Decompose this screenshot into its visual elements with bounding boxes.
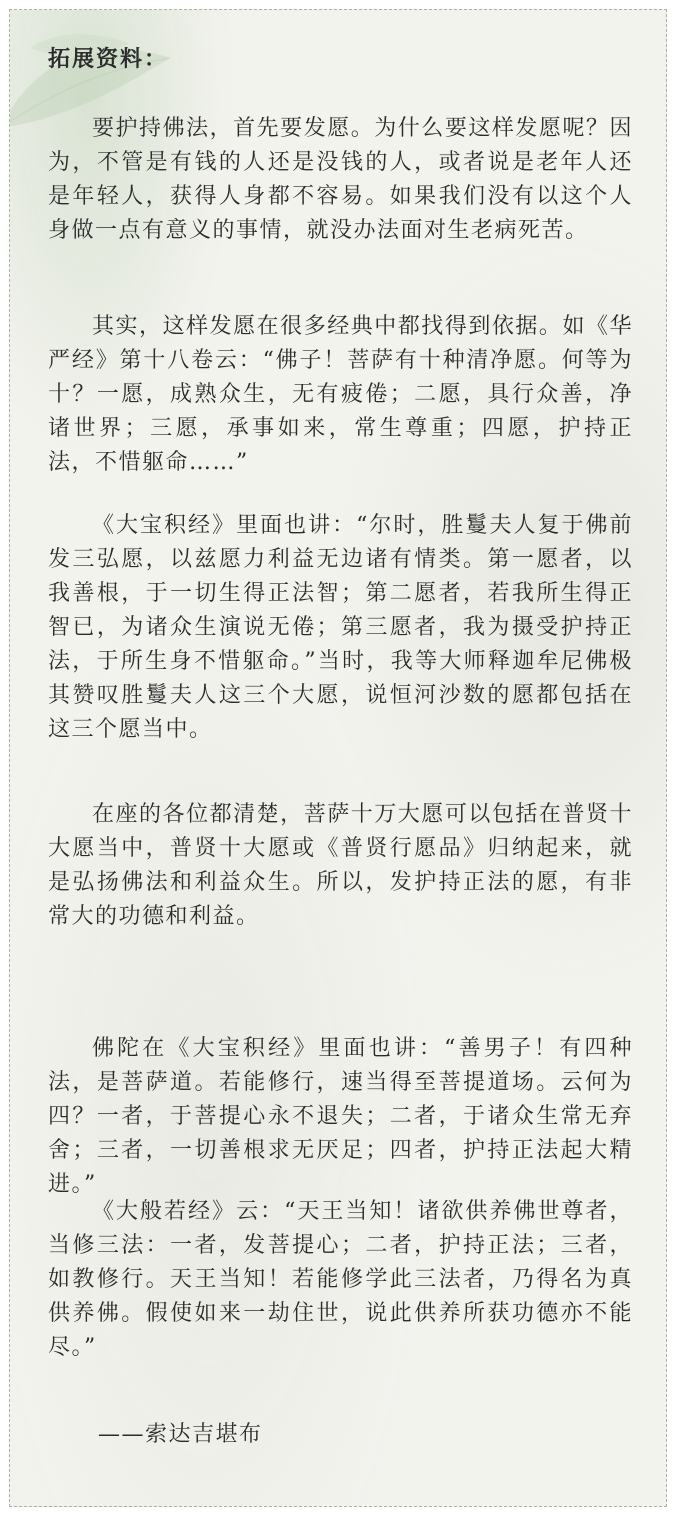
- paragraph-5: 佛陀在《大宝积经》里面也讲：“善男子！有四种法，是菩萨道。若能修行，速当得至菩提道场。云何为四？一者，于菩提心永不退失；二者，于诸众生常无弃舍；三者，一切善根求无厌足；四者，护持正法起大精进。”: [48, 1036, 633, 1197]
- section-heading: 拓展资料：: [48, 46, 169, 72]
- page-frame: [9, 9, 667, 1507]
- paragraph-6: 《大般若经》云：“天王当知！诸欲供养佛世尊者，当修三法：一者，发菩提心；二者，护持正法；三者，如教修行。天王当知！若能修学此三法者，乃得名为真供养佛。假使如来一劫住世，说此供养所获功德亦不能尽。”: [48, 1199, 633, 1360]
- paragraph-3: 《大宝积经》里面也讲：“尔时，胜鬘夫人复于佛前发三弘愿，以兹愿力利益无边诸有情类。第一愿者，以我善根，于一切生得正法智；第二愿者，若我所生得正智已，为诸众生演说无倦；第三愿者，我为摄受护持正法，于所生身不惜躯命。”当时，我等大师释迦牟尼佛极其赞叹胜鬘夫人这三个大愿，说恒河沙数的愿都包括在这三个愿当中。: [48, 513, 633, 742]
- paragraph-2: 其实，这样发愿在很多经典中都找得到依据。如《华严经》第十八卷云：“佛子！菩萨有十种清净愿。何等为十？一愿，成熟众生，无有疲倦；二愿，具行众善，净诸世界；三愿，承事如来，常生尊重；四愿，护持正法，不惜躯命……”: [48, 314, 633, 475]
- paragraph-4: 在座的各位都清楚，菩萨十万大愿可以包括在普贤十大愿当中，普贤十大愿或《普贤行愿品》归纳起来，就是弘扬佛法和利益众生。所以，发护持正法的愿，有非常大的功德和利益。: [48, 802, 633, 929]
- paragraph-1: 要护持佛法，首先要发愿。为什么要这样发愿呢？因为，不管是有钱的人还是没钱的人，或者说是老年人还是年轻人，获得人身都不容易。如果我们没有以这个人身做一点有意义的事情，就没办法面对生老病死苦。: [48, 116, 633, 243]
- author-signature: ——索达吉堪布: [98, 1422, 263, 1447]
